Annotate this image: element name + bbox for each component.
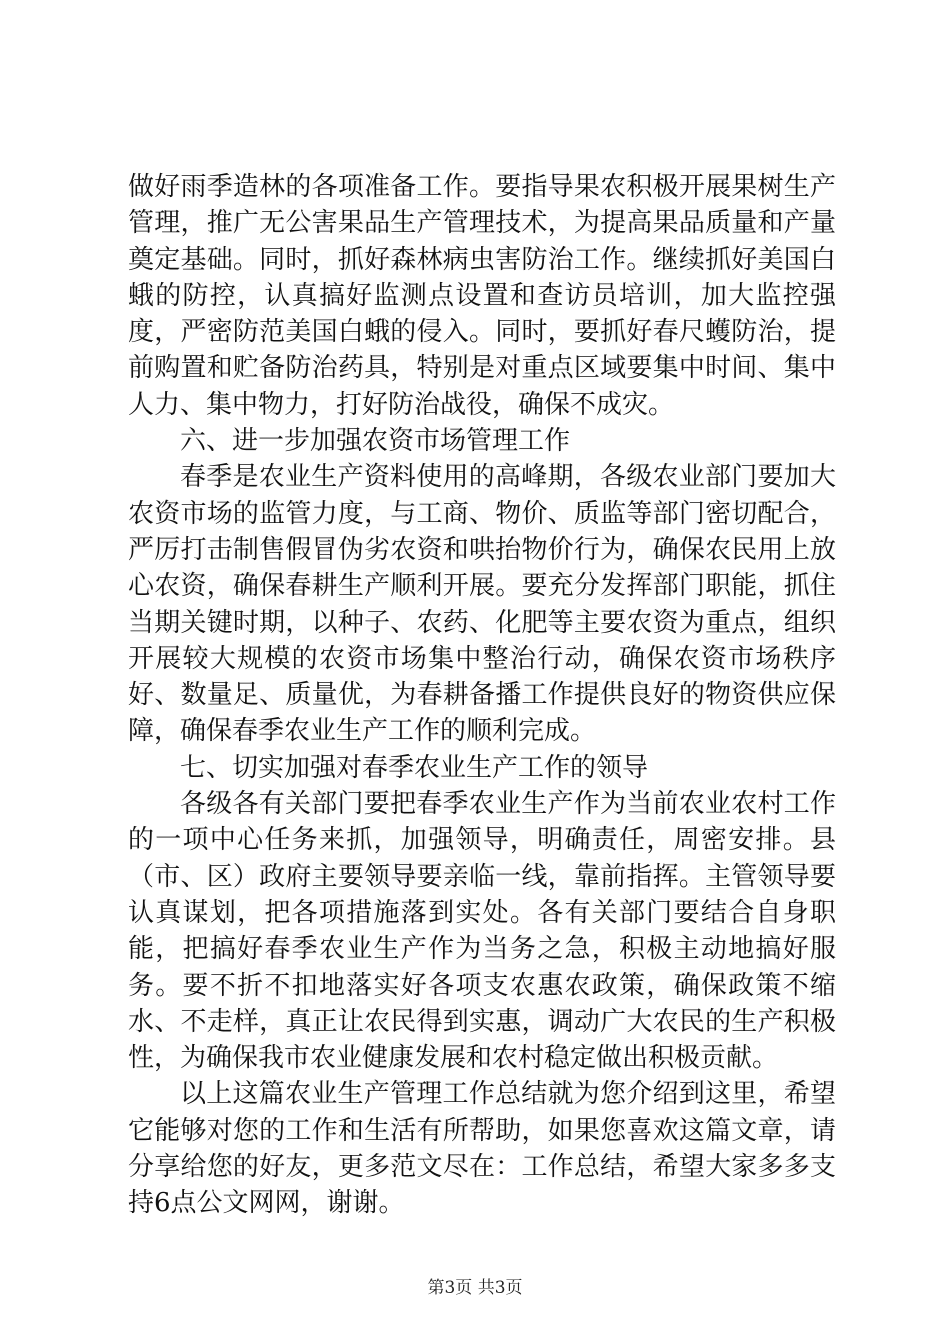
page-number-label: 第3页 共3页 [427,1278,523,1298]
page-footer [0,1273,950,1298]
paragraph-body: 各级各有关部门要把春季农业生产作为当前农业农村工作的一项中心任务来抓，加强领导，明确责任，周密安排。县（市、区）政府主要领导要亲临一线，靠前指挥。主管领导要认真谋划，把各项措施落到实处。各有关部门要结合自身职能，把搞好春季农业生产作为当务之急，积极主动地搞好服务。要不折不扣地落实好各项支农惠农政策，确保政策不缩水、不走样，真正让农民得到实惠，调动广大农民的生产积极性，为确保我市农业健康发展和农村稳定做出积极贡献。 [128,789,836,1074]
paragraph-continuation: 做好雨季造林的各项准备工作。要指导果农积极开展果树生产管理，推广无公害果品生产管理技术，为提高果品质量和产量奠定基础。同时，抓好森林病虫害防治工作。继续抓好美国白蛾的防控，认真搞好监测点设置和查访员培训，加大监控强度，严密防范美国白蛾的侵入。同时，要抓好春尺蠖防治，提前购置和贮备防治药具，特别是对重点区域要集中时间、集中人力、集中物力，打好防治战役，确保不成灾。 [128,172,836,420]
paragraph-closing: 以上这篇农业生产管理工作总结就为您介绍到这里，希望它能够对您的工作和生活有所帮助，如果您喜欢这篇文章，请分享给您的好友，更多范文尽在：工作总结，希望大家多多支持6点公文网网，谢谢。 [128,1079,836,1219]
section-heading-seven: 七、切实加强对春季农业生产工作的领导 [180,752,649,783]
document-body [128,169,836,1222]
paragraph-body: 春季是农业生产资料使用的高峰期，各级农业部门要加大农资市场的监管力度，与工商、物价、质监等部门密切配合，严厉打击制售假冒伪劣农资和哄抬物价行为，确保农民用上放心农资，确保春耕生产顺利开展。要充分发挥部门职能，抓住当期关键时期，以种子、农药、化肥等主要农资为重点，组织开展较大规模的农资市场集中整治行动，确保农资市场秩序好、数量足、质量优，为春耕备播工作提供良好的物资供应保障，确保春季农业生产工作的顺利完成。 [128,462,836,747]
section-heading-six: 六、进一步加强农资市场管理工作 [180,426,571,457]
